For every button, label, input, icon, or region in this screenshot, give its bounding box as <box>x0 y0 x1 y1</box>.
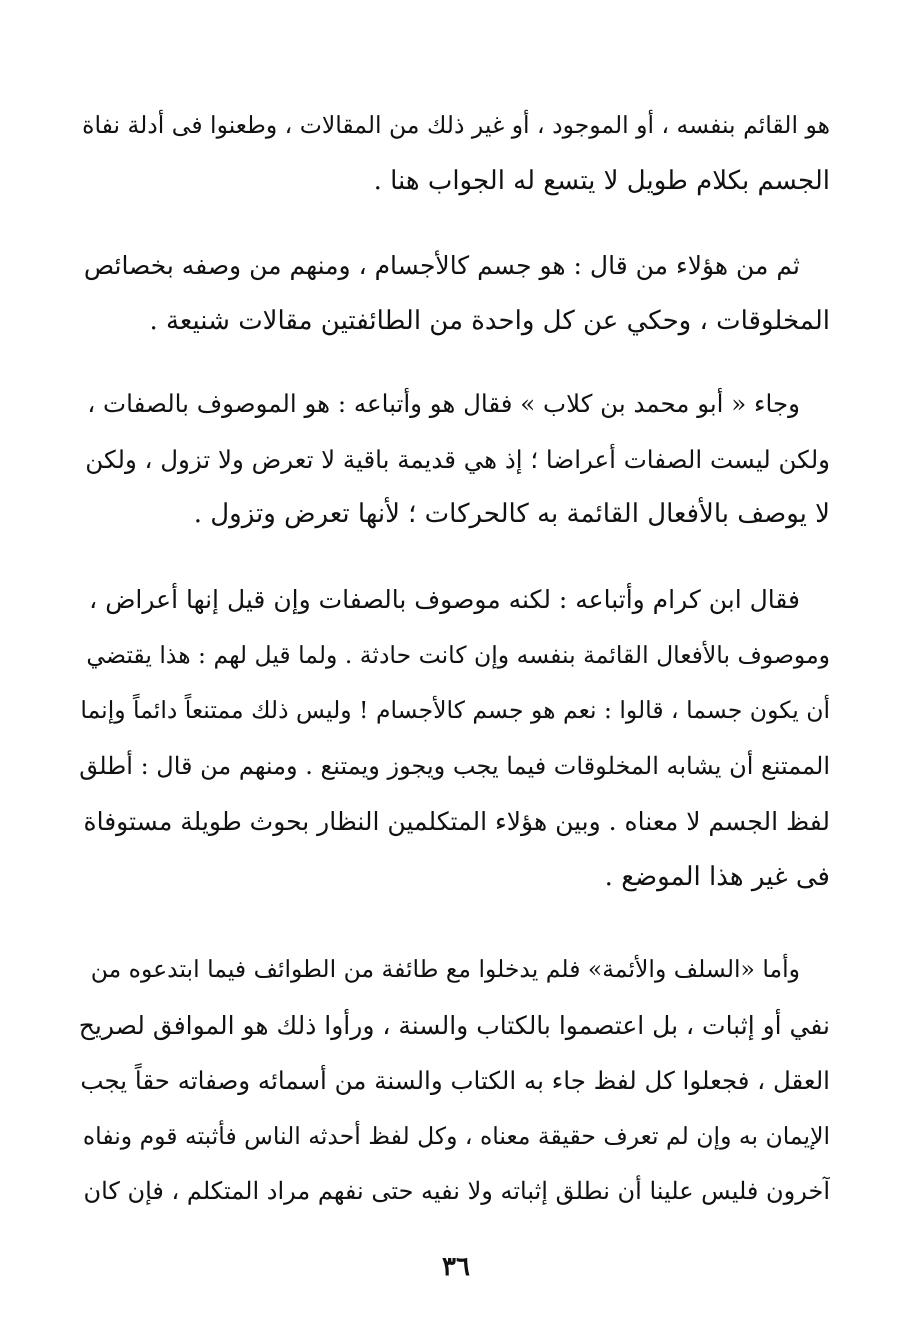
text-line: وجاء « أبو محمد بن كلاب » فقال هو وأتباعه : هو الموصوف بالصفات ، <box>87 389 800 418</box>
text-line: لا يوصف بالأفعال القائمة به كالحركات ؛ لأنها تعرض وتزول . <box>193 499 830 529</box>
text-line: وأما «السلف والأئمة» فلم يدخلوا مع طائفة من الطوائف فيما ابتدعوه من <box>90 955 800 983</box>
paragraph-4 <box>78 572 830 905</box>
text-line: نفي أو إثبات ، بل اعتصموا بالكتاب والسنة ، ورأوا ذلك هو الموافق لصريح <box>78 1010 830 1040</box>
text-line: أن يكون جسما ، قالوا : نعم هو جسم كالأجسام ! وليس ذلك ممتنعاً دائماً وإنما <box>80 696 830 724</box>
paragraph-2 <box>78 238 830 349</box>
text-line: الجسم بكلام طويل لا يتسع له الجواب هنا . <box>373 165 830 196</box>
text-line: فى غير هذا الموضع . <box>604 861 830 892</box>
text-line: لفظ الجسم لا معناه . وبين هؤلاء المتكلمين النظار بحوث طويلة مستوفاة <box>83 807 830 836</box>
text-line: آخرون فليس علينا أن نطلق إثباته ولا نفيه حتى نفهم مراد المتكلم ، فإن كان <box>83 1177 830 1205</box>
paragraph-1 <box>78 98 830 209</box>
text-line: ولكن ليست الصفات أعراضا ؛ إذ هي قديمة باقية لا تعرض ولا تزول ، ولكن <box>85 444 830 474</box>
text-line: وموصوف بالأفعال القائمة بنفسه وإن كانت حادثة . ولما قيل لهم : هذا يقتضي <box>86 640 830 669</box>
text-line: الممتنع أن يشابه المخلوقات فيما يجب ويجوز ويمتنع . ومنهم من قال : أطلق <box>79 751 830 780</box>
text-line: هو القائم بنفسه ، أو الموجود ، أو غير ذلك من المقالات ، وطعنوا فى أدلة نفاة <box>82 111 830 139</box>
text-line: ثم من هؤلاء من قال : هو جسم كالأجسام ، ومنهم من وصفه بخصائص <box>83 251 800 280</box>
text-line: العقل ، فجعلوا كل لفظ جاء به الكتاب والسنة من أسمائه وصفاته حقاً يجب <box>80 1066 830 1095</box>
text-line: فقال ابن كرام وأتباعه : لكنه موصوف بالصفات وإن قيل إنها أعراض ، <box>89 585 800 614</box>
text-line: المخلوقات ، وحكي عن كل واحدة من الطائفتين مقالات شنيعة . <box>149 305 830 336</box>
text-line: الإيمان به وإن لم تعرف حقيقة معناه ، وكل لفظ أحدثه الناس فأثبته قوم ونفاه <box>82 1121 830 1150</box>
paragraph-5 <box>78 942 830 1220</box>
page-number: ٣٦ <box>442 1252 470 1282</box>
paragraph-3 <box>78 376 830 543</box>
